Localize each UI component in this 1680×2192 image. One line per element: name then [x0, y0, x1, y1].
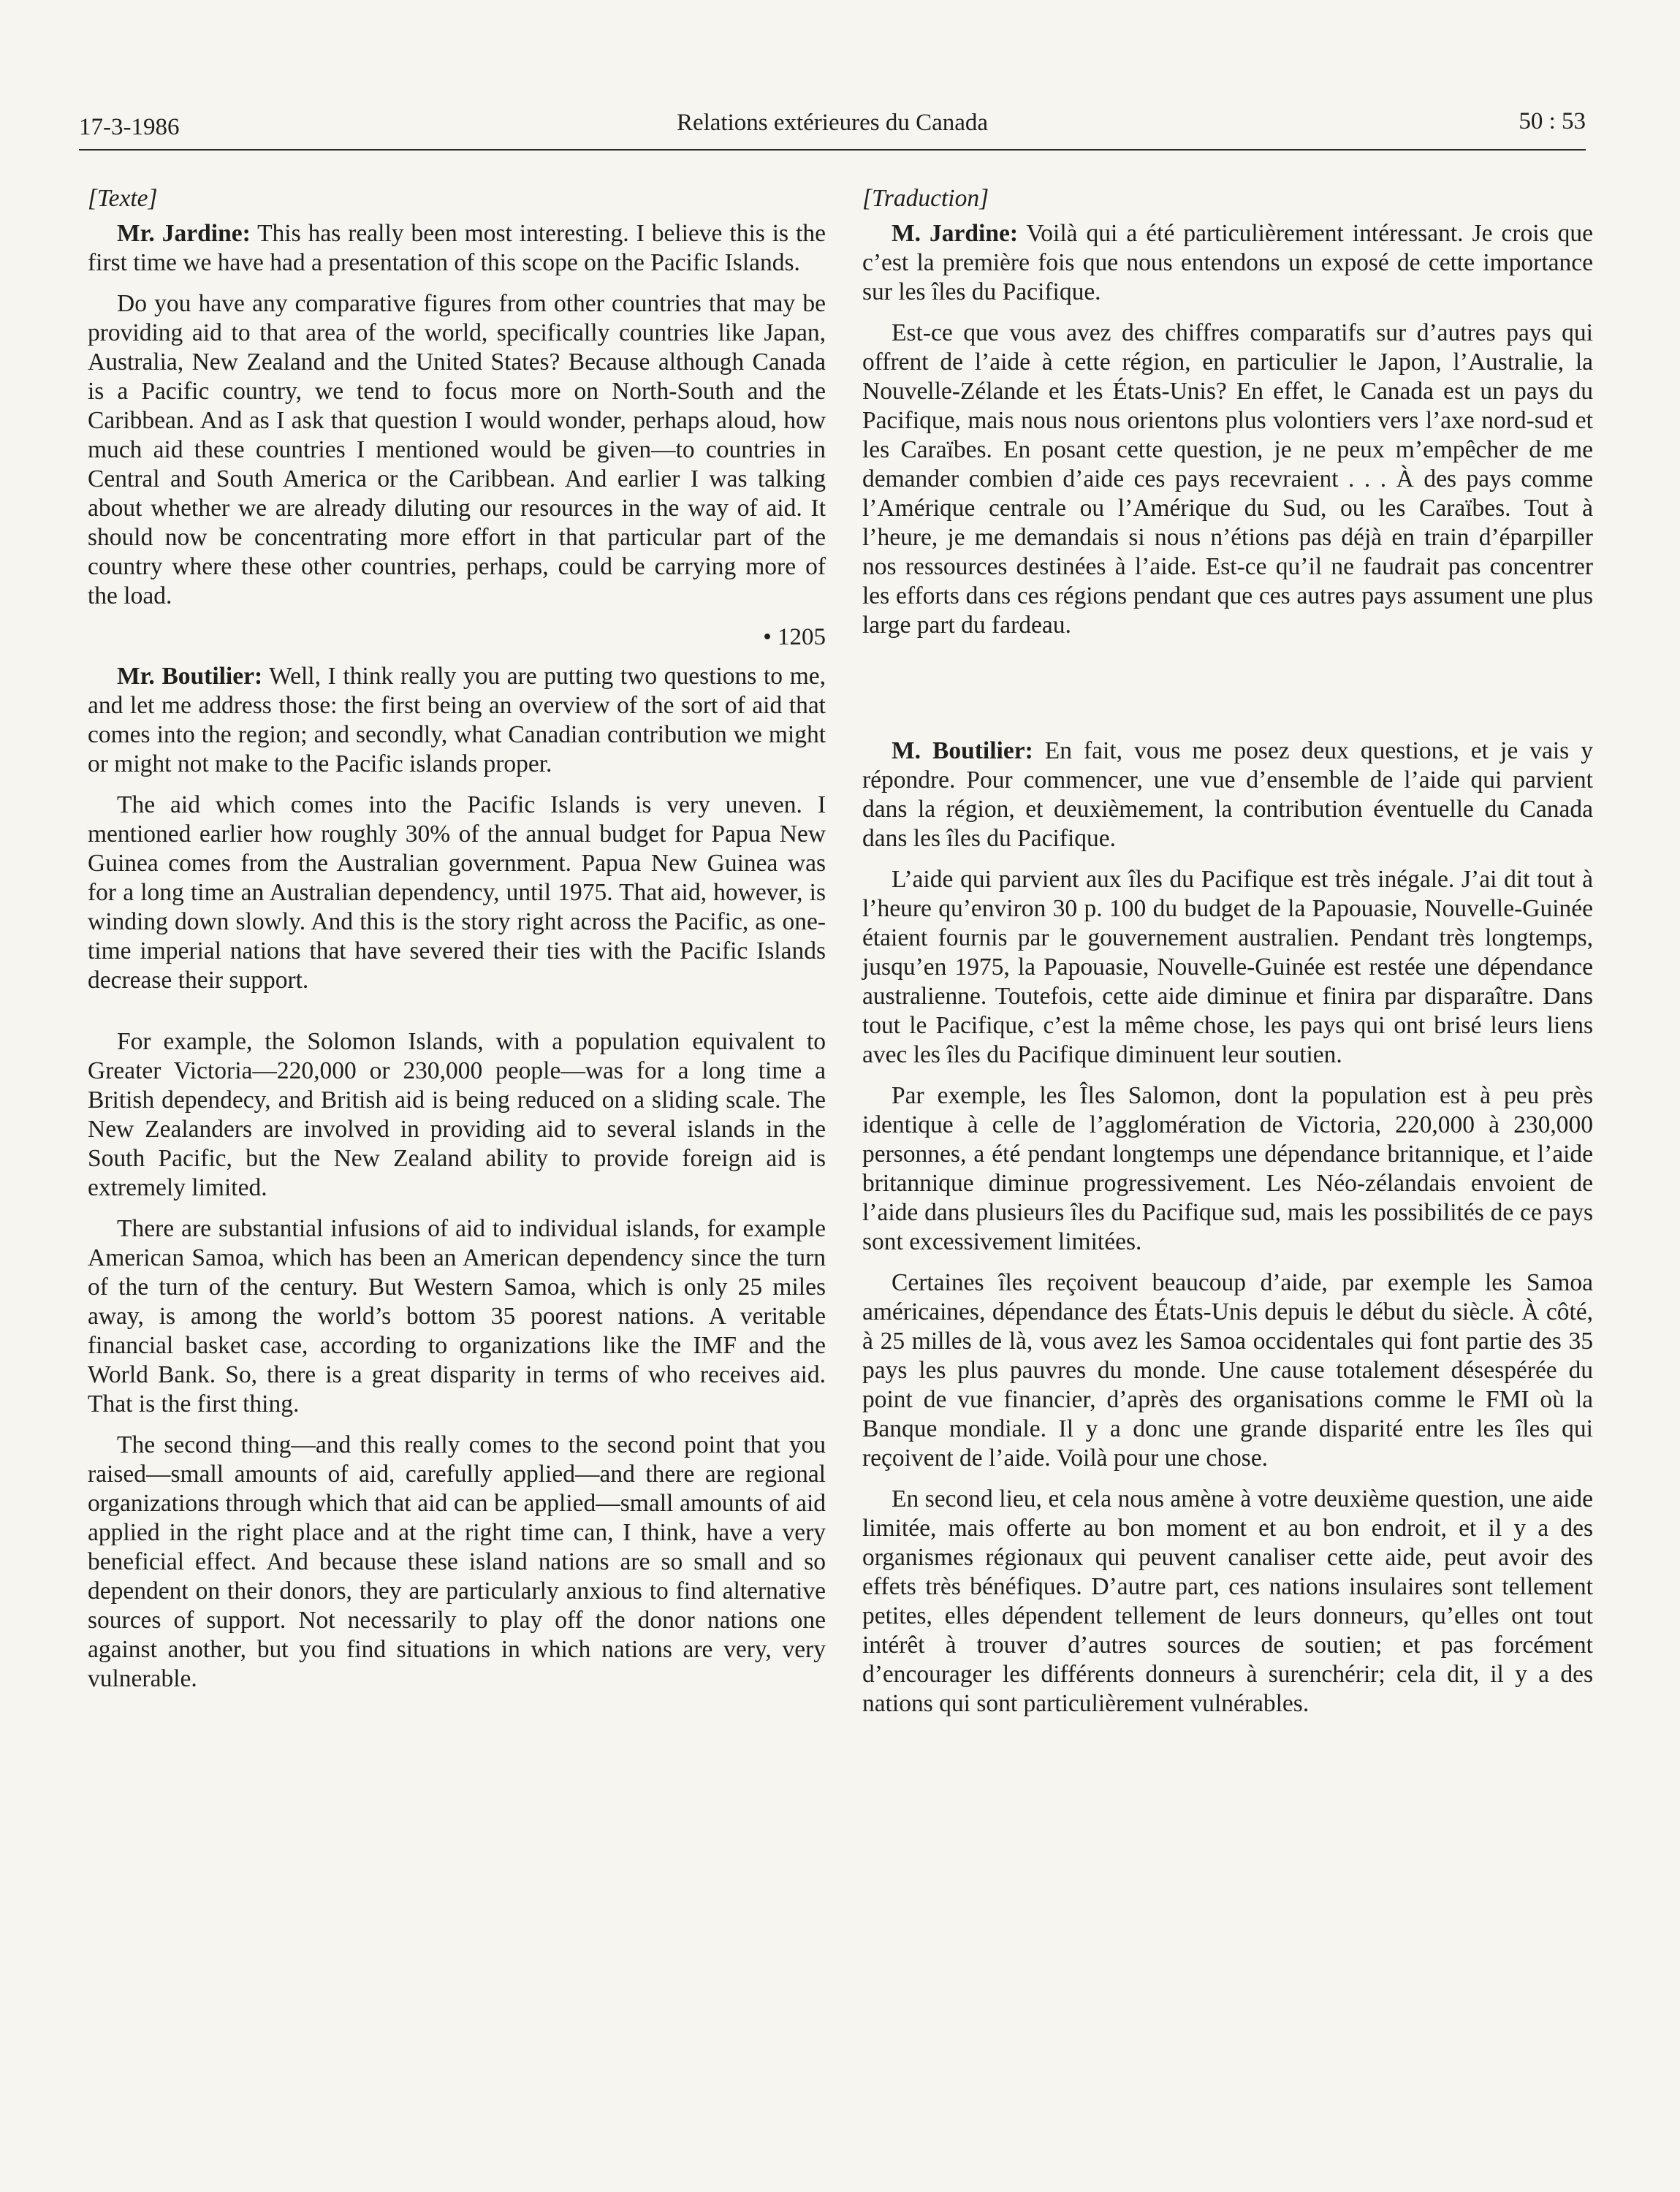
text-label: [Texte] [88, 185, 158, 212]
paragraph: Certaines îles reçoivent beaucoup d’aide, par exemple les Samoa américaines, dépendance des États-Unis depuis le début du siècle. À côté, à 25 milles de là, vous avez les Samoa occidentales qui font partie des 35 pays les plus pauvres du monde. Une cause totalement désespérée du point de vue financier, d’après des organisations comme le FMI où la Banque mondiale. Il y a donc une grande disparité entre les îles qui reçoivent de l’aide. Voilà pour une chose. [862, 1269, 1593, 1472]
paragraph [862, 219, 1593, 307]
speaker-name: M. Jardine: [892, 220, 1018, 247]
speaker-name: M. Boutilier: [892, 737, 1033, 764]
paragraph [88, 662, 826, 779]
french-column [862, 184, 1593, 1730]
header-title: Relations extérieures du Canada [676, 110, 989, 136]
speech-text: Well, I think really you are putting two questions to me, and let me address those: the first being an overview of the sort of aid that comes into the region; and secondly, what Canadian contribution we might or might not make to the Pacific islands proper. [88, 663, 826, 777]
paragraph: For example, the Solomon Islands, with a population equivalent to Greater Victoria—220,000 or 230,000 people—was for a long time a British dependecy, and British aid is being reduced on a sliding scale. The New Zealanders are involved in providing aid to several islands in the South Pacific, but the New Zealand ability to provide foreign aid is extremely limited. [88, 1028, 826, 1201]
speech-text: Voilà qui a été particulièrement intéressant. Je crois que c’est la première fois que nous entendons un exposé de cette importance sur les îles du Pacifique. [862, 220, 1593, 305]
paragraph [88, 219, 826, 278]
time-marker: • 1205 [763, 624, 826, 650]
paragraph: There are substantial infusions of aid to individual islands, for example American Samoa, which has been an American dependency since the turn of the turn of the century. But Western Samoa, which is only 25 miles away, is among the world’s bottom 35 poorest nations. A veritable financial basket case, according to organizations like the IMF and the World Bank. So, there is a great disparity in terms of who receives aid. That is the first thing. [88, 1215, 826, 1417]
speaker-name: Mr. Jardine: [117, 220, 251, 247]
paragraph: En second lieu, et cela nous amène à votre deuxième question, une aide limitée, mais offerte au bon moment et au bon endroit, et il y a des organismes régionaux qui peuvent canaliser cette aide, peut avoir des effets très bénéfiques. D’autre part, ces nations insulaires sont tellement petites, elles dépendent tellement de leurs donneurs, qu’elles ont tout intérêt à trouver d’autres sources de soutien; et pas forcément d’encourager les différents donneurs à surenchérir; cela dit, il y a des nations qui sont particulièrement vulnérables. [862, 1485, 1593, 1717]
paragraph: Est-ce que vous avez des chiffres comparatifs sur d’autres pays qui offrent de l’aide à cette région, en particulier le Japon, l’Australie, la Nouvelle-Zélande et les États-Unis? En effet, le Canada est un pays du Pacifique, mais nous nous orientons plus volontiers vers l’axe nord-sud et les Caraïbes. En posant cette question, je ne peux m’empêcher de me demander combien d’aide ces pays recevraient . . . À des pays comme l’Amérique centrale ou l’Amérique du Sud, ou les Caraïbes. Tout à l’heure, je me demandais si nous n’étions pas déjà en train d’éparpiller nos ressources destinées à l’aide. Est-ce qu’il ne faudrait pas concentrer les efforts dans ces régions pendant que ces autres pays assument une plus large part du fardeau. [862, 319, 1593, 639]
paragraph: Par exemple, les Îles Salomon, dont la population est à peu près identique à celle de l’agglomération de Victoria, 220,000 à 230,000 personnes, a été pendant longtemps une dépendance britannique, et l’aide britannique diminue progressivement. Les Néo-zélandais envoient de l’aide dans plusieurs îles du Pacifique sud, mais les possibilités de ce pays sont excessivement limitées. [862, 1082, 1593, 1255]
speaker-name: Mr. Boutilier: [117, 663, 263, 690]
paragraph: The aid which comes into the Pacific Islands is very uneven. I mentioned earlier how roughly 30% of the annual budget for Papua New Guinea comes from the Australian government. Papua New Guinea was for a long time an Australian dependency, until 1975. That aid, however, is winding down slowly. And this is the story right across the Pacific, as one-time imperial nations that have severed their ties with the Pacific Islands decrease their support. [88, 791, 826, 994]
paragraph: Do you have any comparative figures from other countries that may be providing aid to that area of the world, specifically countries like Japan, Australia, New Zealand and the United States? Because although Canada is a Pacific country, we tend to focus more on North-South and the Caribbean. And as I ask that question I would wonder, perhaps aloud, how much aid these countries I mentioned would be given—to countries in Central and South America or the Caribbean. And earlier I was talking about whether we are already diluting our resources in the way of aid. It should now be concentrating more effort in that particular part of the country where these other countries, perhaps, could be carrying more of the load. [88, 290, 826, 609]
paragraph [862, 737, 1593, 853]
speech-text: En fait, vous me posez deux questions, et je vais y répondre. Pour commencer, une vue d’ensemble de l’aide qui parvient dans la région, et deuxièmement, la contribution éventuelle du Canada dans les îles du Pacifique. [862, 737, 1593, 852]
paragraph: L’aide qui parvient aux îles du Pacifique est très inégale. J’ai dit tout à l’heure qu’environ 30 p. 100 du budget de la Papouasie, Nouvelle-Guinée étaient fournis par le gouvernement australien. Pendant très longtemps, jusqu’en 1975, la Papouasie, Nouvelle-Guinée est restée une dépendance australienne. Toutefois, cette aide diminue et finira par disparaître. Dans tout le Pacifique, c’est la même chose, les pays qui ont brisé leurs liens avec les îles du Pacifique diminuent leur soutien. [862, 866, 1593, 1068]
header-page-number: 50 : 53 [1519, 108, 1586, 134]
paragraph: The second thing—and this really comes to the second point that you raised—small amounts of aid, carefully applied—and there are regional organizations through which that aid can be applied—small amounts of aid applied in the right place and at the right time can, I think, have a very beneficial effect. And because these island nations are so small and so dependent on their donors, they are particularly anxious to find alternative sources of support. Not necessarily to play off the donor nations one against another, but you find situations in which nations are very, very vulnerable. [88, 1431, 826, 1692]
english-column [88, 184, 826, 1705]
header-date: 17-3-1986 [79, 114, 180, 140]
speech-text: This has really been most interesting. I believe this is the first time we have had a presentation of this scope on the Pacific Islands. [88, 220, 826, 276]
translation-label: [Traduction] [862, 185, 989, 212]
page-header [79, 108, 1586, 151]
